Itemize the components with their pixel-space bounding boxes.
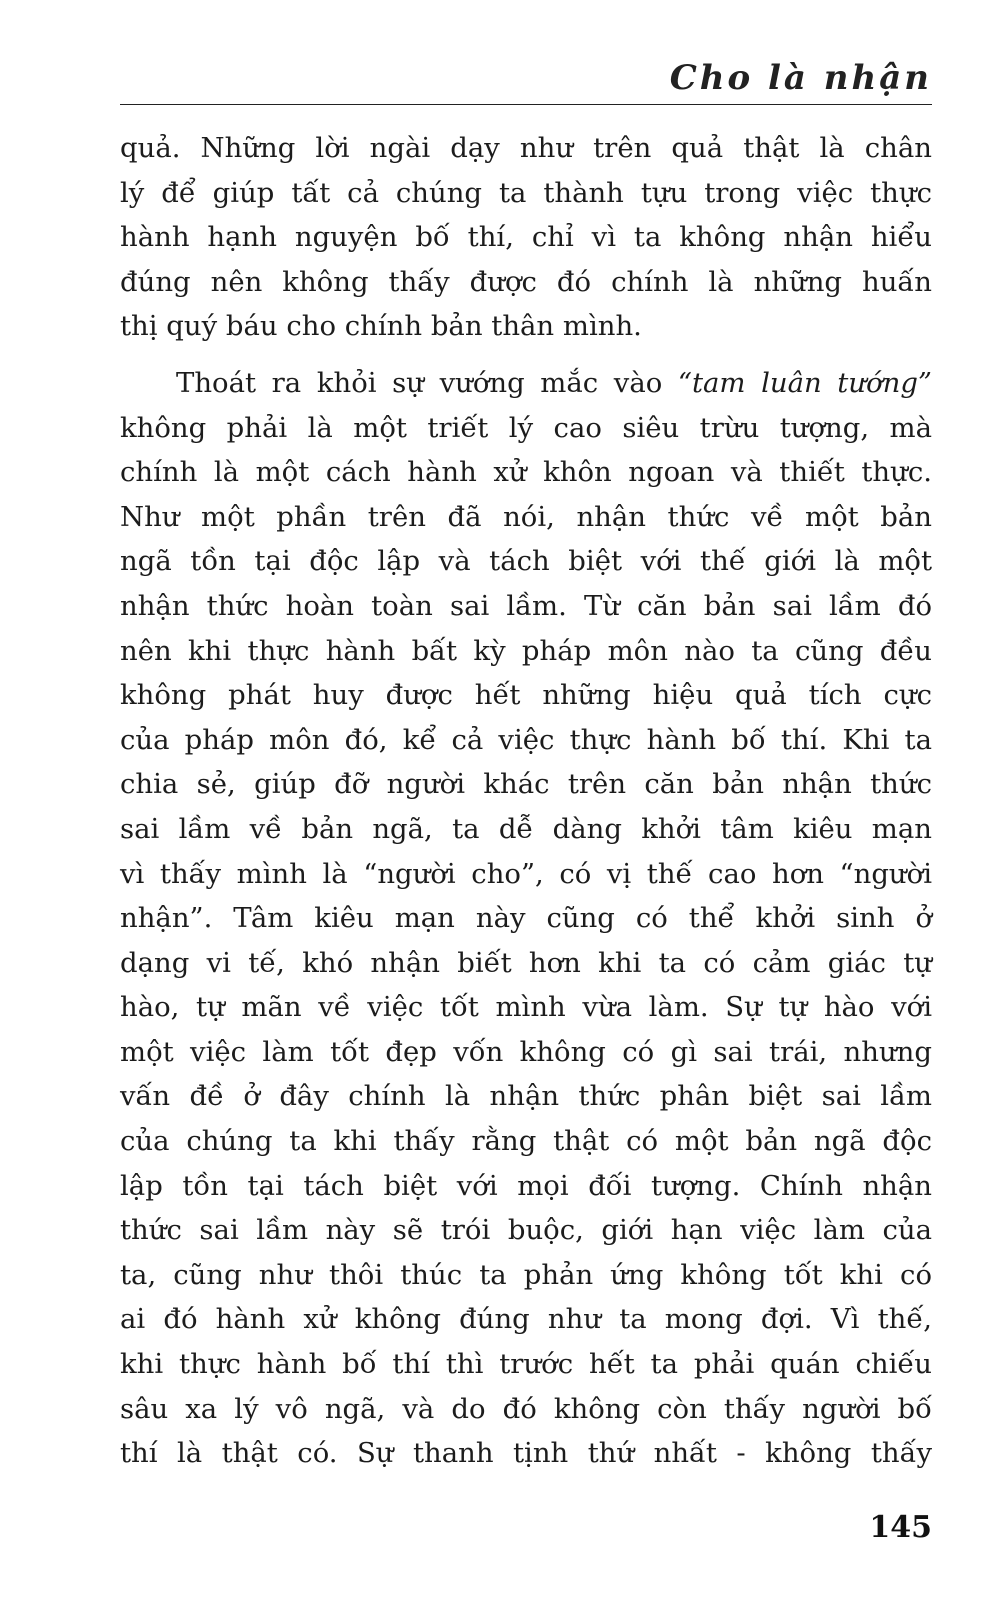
text-line: của pháp môn đó, kể cả việc thực hành bố thí. Khi ta <box>120 723 932 756</box>
body-text <box>120 126 932 1476</box>
text-line: chia sẻ, giúp đỡ người khác trên căn bản nhận thức <box>120 768 932 801</box>
term-emphasis: “tam luân tướng” <box>677 366 932 399</box>
text-line: ta, cũng như thôi thúc ta phản ứng không tốt khi có <box>120 1258 932 1291</box>
text-line: Như một phần trên đã nói, nhận thức về một bản <box>120 500 932 533</box>
paragraph-1 <box>120 126 932 349</box>
text-line: một việc làm tốt đẹp vốn không có gì sai trái, nhưng <box>120 1035 932 1068</box>
text-line: thí là thật có. Sự thanh tịnh thứ nhất - không thấy <box>120 1437 932 1470</box>
text-line: hành hạnh nguyện bố thí, chỉ vì ta không nhận hiểu <box>120 221 932 254</box>
text-line: lý để giúp tất cả chúng ta thành tựu trong việc thực <box>120 176 932 209</box>
text-line: khi thực hành bố thí thì trước hết ta phải quán chiếu <box>120 1348 932 1381</box>
text-line: sâu xa lý vô ngã, và do đó không còn thấy người bố <box>120 1392 932 1425</box>
text-line: sai lầm về bản ngã, ta dễ dàng khởi tâm kiêu mạn <box>120 812 932 845</box>
page-number: 145 <box>869 1510 932 1545</box>
text-line: của chúng ta khi thấy rằng thật có một bản ngã độc <box>120 1125 932 1158</box>
paragraph-gap <box>120 349 932 361</box>
text-line: không phát huy được hết những hiệu quả tích cực <box>120 679 932 712</box>
text-line: dạng vi tế, khó nhận biết hơn khi ta có cảm giác tự <box>120 946 932 979</box>
running-header-title: Cho là nhận <box>669 58 932 98</box>
text-line: lập tồn tại tách biệt với mọi đối tượng. Chính nhận <box>120 1169 932 1202</box>
text-line: vì thấy mình là “người cho”, có vị thế cao hơn “người <box>120 857 932 890</box>
text-line: nhận thức hoàn toàn sai lầm. Từ căn bản sai lầm đó <box>120 589 932 622</box>
text-line: đúng nên không thấy được đó chính là những huấn <box>120 265 932 298</box>
text-line: ngã tồn tại độc lập và tách biệt với thế giới là một <box>120 545 932 578</box>
text-line: chính là một cách hành xử khôn ngoan và thiết thực. <box>120 456 932 489</box>
text-line: nhận”. Tâm kiêu mạn này cũng có thể khởi sinh ở <box>120 902 932 935</box>
first-line-prefix: Thoát ra khỏi sự vướng mắc vào <box>176 366 678 399</box>
text-line: không phải là một triết lý cao siêu trừu tượng, mà <box>120 411 932 444</box>
text-line: nên khi thực hành bất kỳ pháp môn nào ta cũng đều <box>120 634 932 667</box>
text-line-first <box>120 361 932 406</box>
text-line: thức sai lầm này sẽ trói buộc, giới hạn việc làm của <box>120 1214 932 1247</box>
running-header <box>120 52 932 105</box>
text-line: thị quý báu cho chính bản thân mình. <box>120 310 642 343</box>
text-line: ai đó hành xử không đúng như ta mong đợi. Vì thế, <box>120 1303 932 1336</box>
text-line: quả. Những lời ngài dạy như trên quả thật là chân <box>120 132 932 164</box>
text-line: hào, tự mãn về việc tốt mình vừa làm. Sự tự hào với <box>120 991 932 1024</box>
text-line: vấn đề ở đây chính là nhận thức phân biệt sai lầm <box>120 1080 932 1113</box>
paragraph-2 <box>120 361 932 1476</box>
